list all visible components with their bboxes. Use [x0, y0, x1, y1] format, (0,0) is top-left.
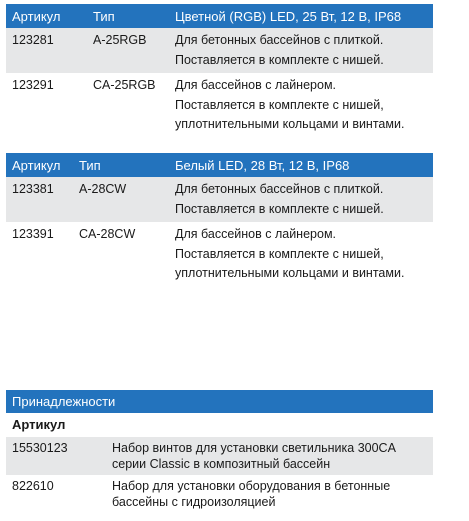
description-cell: [175, 225, 433, 284]
description-line: уплотнительными кольцами и винтами.: [175, 117, 405, 131]
column-header-type: Тип: [93, 9, 115, 24]
description-cell: [175, 76, 433, 135]
description-line: Поставляется в комплекте с нишей,: [175, 246, 384, 261]
table-row: [6, 73, 433, 135]
column-header-article: Артикул: [12, 158, 61, 173]
accessories-subheader: [6, 413, 433, 437]
column-header-type: Тип: [79, 158, 101, 173]
description-line: бассейны с гидроизоляцией: [112, 495, 276, 509]
type-cell: CA-28CW: [79, 227, 136, 241]
table-row: [6, 177, 433, 222]
type-cell: CA-25RGB: [93, 78, 156, 92]
description-line: Поставляется в комплекте с нишей.: [175, 52, 384, 67]
description-cell: [175, 180, 433, 219]
article-cell: 123291: [12, 78, 54, 92]
description-line: Для бетонных бассейнов с плиткой.: [175, 182, 384, 196]
article-cell: 15530123: [12, 441, 68, 455]
article-cell: 822610: [12, 479, 54, 493]
description-line: Поставляется в комплекте с нишей,: [175, 97, 384, 112]
description-line: уплотнительными кольцами и винтами.: [175, 266, 405, 280]
product-table-rgb: [6, 4, 433, 135]
description-line: Для бассейнов с лайнером.: [175, 227, 337, 241]
description-line: Для бетонных бассейнов с плиткой.: [175, 33, 384, 47]
table-row: [6, 28, 433, 73]
table-row: [6, 222, 433, 284]
article-cell: 123381: [12, 182, 54, 196]
column-header-description: Белый LED, 28 Вт, 12 В, IP68: [175, 158, 350, 173]
table-header: [6, 4, 433, 28]
article-cell: 123391: [12, 227, 54, 241]
type-cell: A-25RGB: [93, 33, 147, 47]
description-line: Поставляется в комплекте с нишей.: [175, 201, 384, 216]
column-header-article: Артикул: [12, 9, 61, 24]
article-cell: 123281: [12, 33, 54, 47]
table-row: [6, 475, 433, 513]
product-table-white: [6, 153, 433, 284]
description-line: Набор для установки оборудования в бетонные: [112, 479, 391, 493]
table-row: [6, 437, 433, 475]
description-cell: [112, 478, 432, 510]
description-line: Набор винтов для установки светильника 300CA: [112, 441, 396, 455]
column-header-article: Артикул: [12, 417, 66, 432]
description-line: серии Classic в композитный бассейн: [112, 457, 331, 471]
description-cell: [112, 440, 432, 472]
description-cell: [175, 31, 433, 70]
table-header: [6, 153, 433, 177]
type-cell: A-28CW: [79, 182, 127, 196]
column-header-description: Цветной (RGB) LED, 25 Вт, 12 В, IP68: [175, 9, 402, 24]
accessories-header: [6, 390, 433, 413]
accessories-table: [6, 390, 433, 513]
description-line: Для бассейнов с лайнером.: [175, 78, 337, 92]
accessories-title: Принадлежности: [12, 394, 116, 409]
